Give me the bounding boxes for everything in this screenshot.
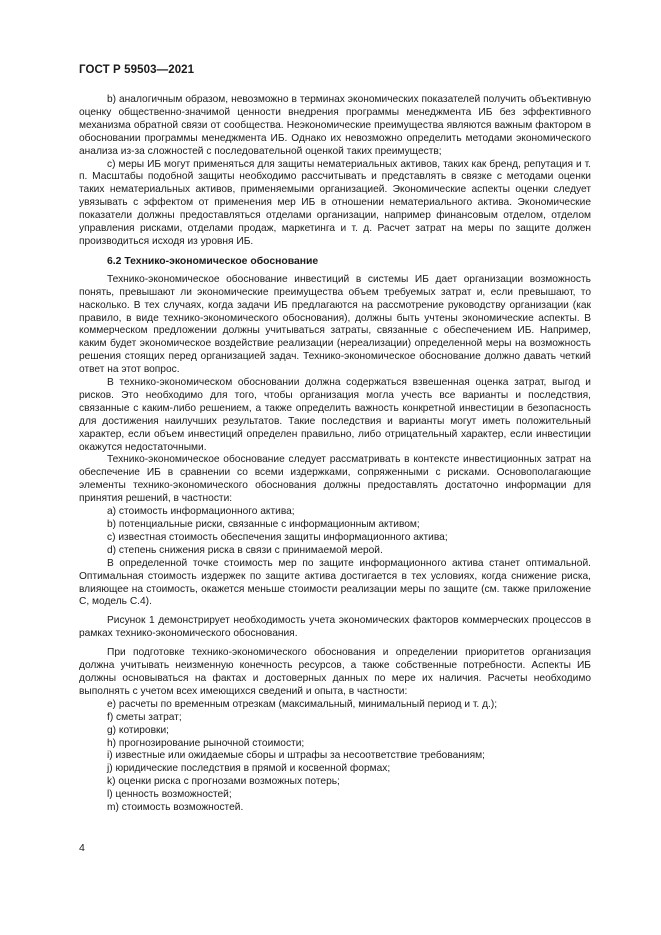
paragraph: Технико-экономическое обоснование инвестиций в системы ИБ дает организации возможность понять, превышают ли экономические преимущества объем требуемых затрат и, если превышают, то насколько. В тех случаях, когда задачи ИБ предлагаются на рассмотрение руководству организации (как правило, в виде технико-экономического обоснования), должны быть учтены экономические аспекты. В коммерческом предложении должны учитываться затраты, связанные с обеспечением ИБ. Например, каким будет экономическое воздействие реализации (нереализации) определенной меры на возможность решения стоящих перед организацией задач. Технико-экономическое обоснование должно давать четкий ответ на этот вопрос. — [79, 273, 591, 376]
list-item: j) юридические последствия в прямой и косвенной формах; — [107, 763, 391, 775]
list-item: b) потенциальные риски, связанные с информационным активом; — [107, 519, 420, 530]
list-calculations — [79, 699, 591, 815]
paragraph-item-c: с) меры ИБ могут применяться для защиты нематериальных активов, таких как бренд, репутация и т. п. Масштабы подобной защиты необходимо рассчитывать и представлять в связке с методами оценки таких нематериальных активов, применяемыми организацией. Экономические аспекты оценки следует увязывать с эффектом от применения мер ИБ в отношении нематериального актива. Экономические показатели должны предоставляться отделами организации, например финансовым отделом, отделом управления рисками, отделами продаж, маркетинга и т. д. Расчет затрат на меры по защите должен производиться исходя из уровня ИБ. — [79, 158, 591, 247]
document-body — [79, 94, 591, 815]
list-item: d) степень снижения риска в связи с принимаемой мерой. — [107, 544, 383, 556]
list-item: m) стоимость возможностей. — [107, 802, 244, 814]
list-item: e) расчеты по временным отрезкам (максимальный, минимальный период и т. д.); — [107, 698, 498, 710]
paragraph-item-b: b) аналогичным образом, невозможно в терминах экономических показателей получить объективную оценку общественно-значимой ценности внедрения программы менеджмента ИБ без эффективного механизма обратной связи от сообщества. Неэкономические преимущества являются важным фактором в обосновании программы менеджмента ИБ. Однако их невозможно определить методами экономического анализа из-за сложностей с последовательной оценкой таких преимуществ; — [79, 94, 591, 157]
page-number: 4 — [79, 842, 85, 854]
list-item: k) оценки риска с прогнозами возможных потерь; — [107, 776, 340, 788]
standard-header: ГОСТ Р 59503—2021 — [79, 64, 195, 76]
paragraph: В технико-экономическом обосновании должна содержаться взвешенная оценка затрат, выгод и рисков. Это необходимо для того, чтобы организация могла учесть все варианты и последствия, связанные с каким-либо решением, а также определить важность конкретной инвестиции в безопасность для достижения наилучших результатов. Такие последствия и варианты могут иметь положительный характер, если объем инвестиций определен правильно, либо отрицательный характер, если инвестиции окажутся недостаточными. — [79, 377, 591, 453]
paragraph: При подготовке технико-экономического обоснования и определении приоритетов организация должна учитывать неизменную конечность ресурсов, а также собственные потребности. Аспекты ИБ должны основываться на фактах и достоверных данных по мере их наличия. Расчеты необходимо выполнять с учетом всех имеющихся сведений и опыта, в частности: — [79, 647, 591, 697]
list-factors — [79, 506, 591, 558]
list-item: c) известная стоимость обеспечения защиты информационного актива; — [107, 531, 448, 543]
section-heading: 6.2 Технико-экономическое обоснование — [107, 255, 319, 267]
paragraph: В определенной точке стоимость мер по защите информационного актива станет оптимальной. Оптимальная стоимость издержек по защите актива достигается в тех условиях, когда снижение риска, влияющее на стоимость, окажется меньше стоимости реализации меры по защите (см. также приложение С, модель С.4). — [79, 557, 591, 608]
list-item: a) стоимость информационного актива; — [107, 506, 295, 518]
list-item: l) ценность возможностей; — [107, 789, 232, 801]
paragraph: Рисунок 1 демонстрирует необходимость учета экономических факторов коммерческих процессов в рамках технико-экономического обоснования. — [79, 615, 591, 640]
list-item: f) сметы затрат; — [107, 711, 182, 723]
list-item: i) известные или ожидаемые сборы и штрафы за несоответствие требованиям; — [107, 750, 485, 762]
paragraph: Технико-экономическое обоснование следует рассматривать в контексте инвестиционных затрат на обеспечение ИБ в сравнении со всеми издержками, сопряженными с рисками. Основополагающие элементы технико-экономического обоснования должны предоставлять достаточно информации для принятия решений, в частности: — [79, 454, 591, 505]
list-item: h) прогнозирование рыночной стоимости; — [107, 737, 305, 749]
list-item: g) котировки; — [107, 724, 169, 736]
